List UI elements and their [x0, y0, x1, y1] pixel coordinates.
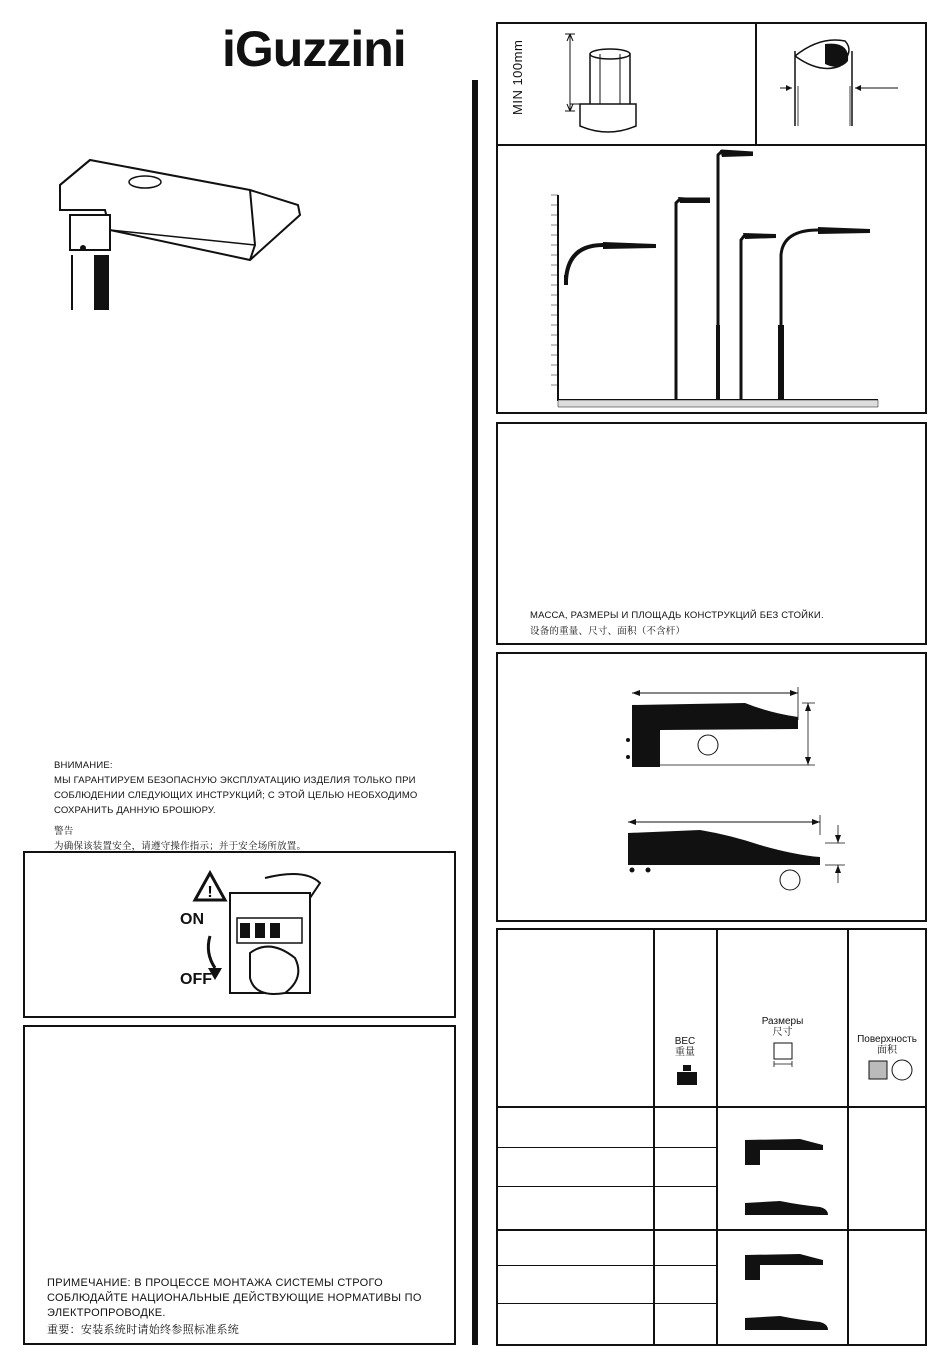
- warning-title-zh: 警告: [54, 826, 74, 837]
- dimension-side-views: [620, 685, 850, 895]
- pole-diameter-diagram: [780, 36, 910, 131]
- weight-header: ВЕС 重量: [674, 1036, 696, 1058]
- note-zh: 重要：安装系统时请始终参照标准系统: [47, 1324, 240, 1336]
- weight-caption: [530, 608, 920, 640]
- warning-body-zh: 为确保该装置安全，请遵守操作指示；并于安全场所放置。: [54, 841, 307, 852]
- safety-warning: [54, 758, 454, 854]
- luminaire-illustration: [50, 155, 320, 315]
- caption-ru: МАССА, РАЗМЕРЫ И ПЛОЩАДЬ КОНСТРУКЦИЙ БЕЗ СТОЙКИ.: [530, 610, 824, 621]
- caption-zh: 设备的重量、尺寸、面积（不含杆）: [530, 626, 686, 637]
- surface-header: Поверхность 面积: [857, 1034, 917, 1056]
- pole-insertion-diagram: [560, 26, 680, 141]
- weight-icon: [675, 1064, 699, 1086]
- min-diameter-label: MIN 100mm: [510, 39, 525, 115]
- luminaire-thumbnail-1: [740, 1135, 835, 1225]
- power-off-panel: [23, 851, 456, 1018]
- off-label: OFF: [180, 971, 212, 988]
- warning-title-ru: ВНИМАНИЕ:: [54, 760, 113, 771]
- svg-text:!: !: [207, 884, 213, 901]
- warning-body-ru: МЫ ГАРАНТИРУЕМ БЕЗОПАСНУЮ ЭКСПЛУАТАЦИЮ ИЗДЕЛИЯ ТОЛЬКО ПРИ СОБЛЮДЕНИИ СЛЕДУЮЩИХ ИНСТРУКЦИЙ; С ЭТОЙ ЦЕЛЬЮ НЕОБХОДИМО СОХРАНИТЬ ДАННУЮ БРОШЮРУ.: [54, 775, 418, 816]
- note-ru: ПРИМЕЧАНИЕ: В ПРОЦЕССЕ МОНТАЖА СИСТЕМЫ СТРОГО СОБЛЮДАЙТЕ НАЦИОНАЛЬНЫЕ ДЕЙСТВУЮЩИЕ НОРМАТИВЫ ПО ЭЛЕКТРОПРОВОДКЕ.: [47, 1277, 422, 1319]
- mounting-configurations: [548, 145, 888, 410]
- luminaire-thumbnail-2: [740, 1250, 835, 1340]
- surface-area-icon: [868, 1059, 918, 1083]
- dimensions-header: Размеры 尺寸: [761, 1016, 804, 1038]
- brand-logo: iGuzzini: [222, 21, 406, 77]
- on-label: ON: [180, 911, 204, 928]
- installation-note: [47, 1276, 457, 1338]
- column-divider: [472, 80, 478, 1345]
- dimensions-icon: [772, 1042, 796, 1068]
- specification-table: [496, 928, 927, 1346]
